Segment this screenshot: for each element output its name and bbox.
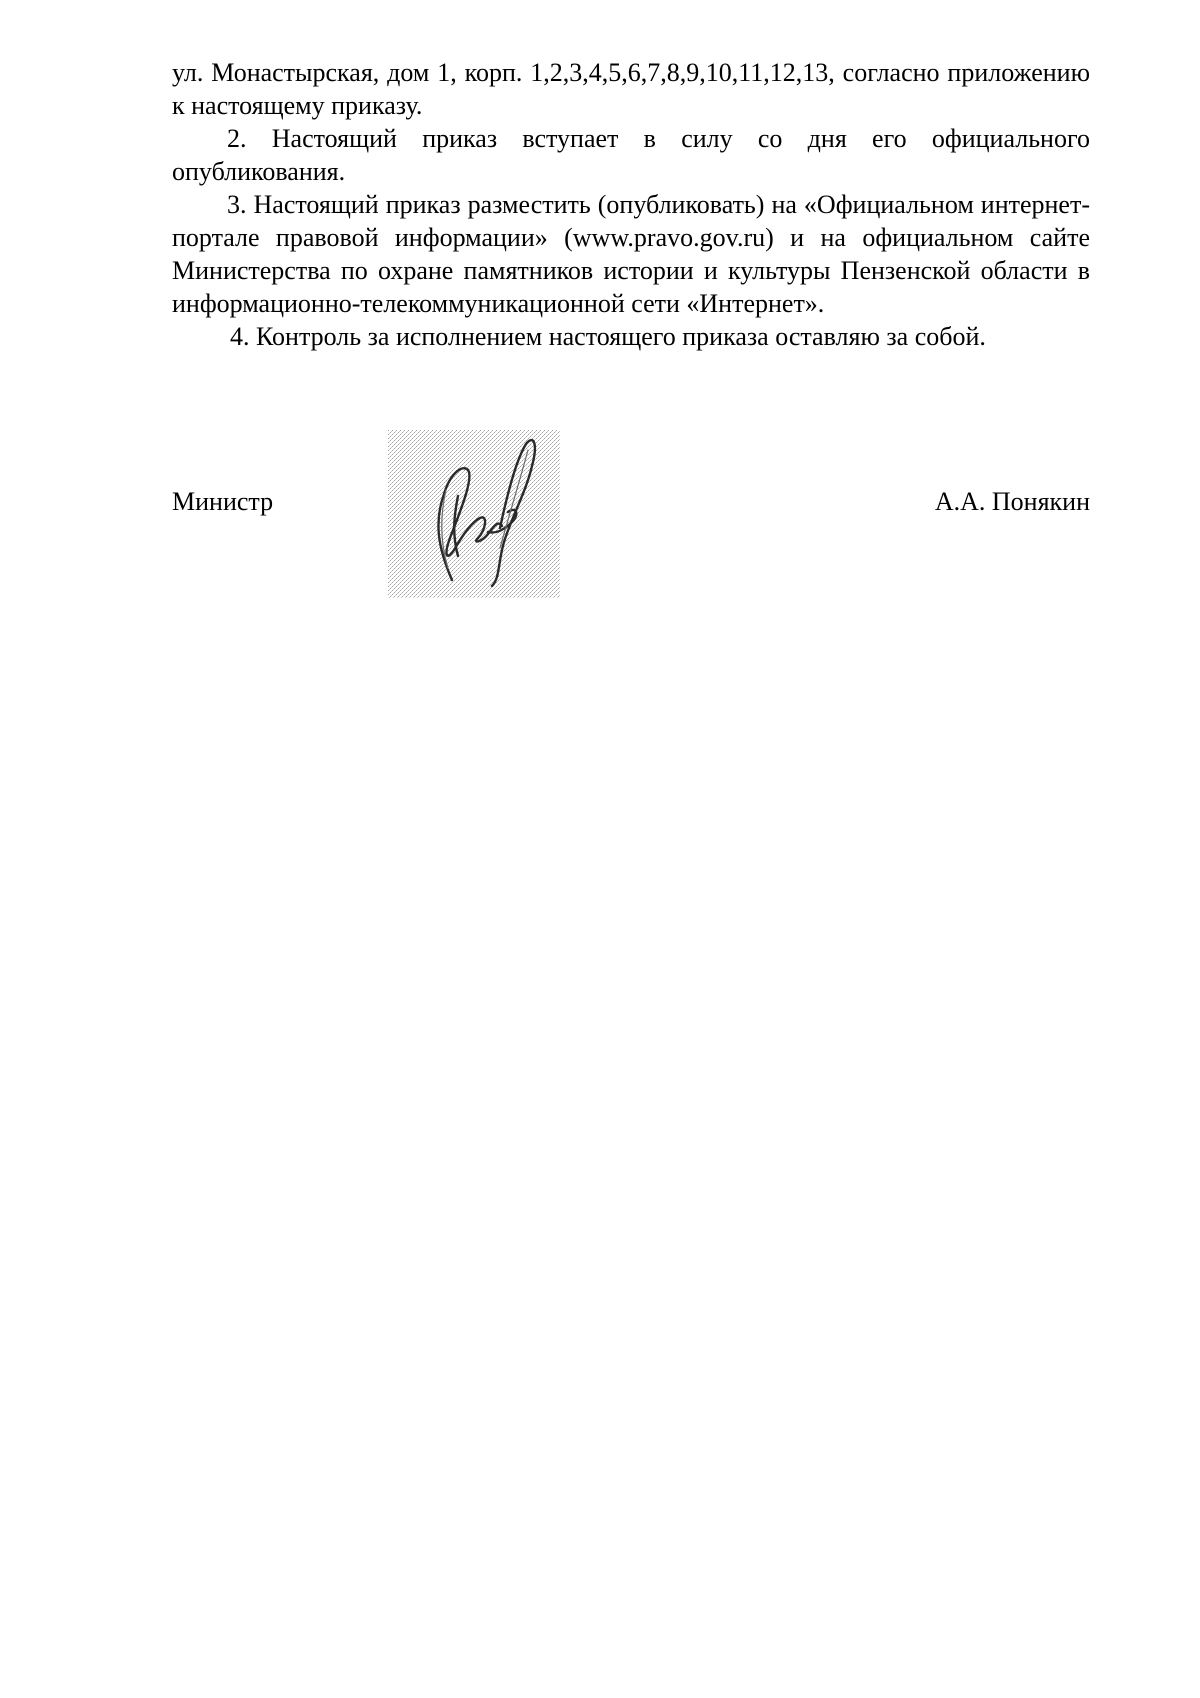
paragraph-item-4: 4. Контроль за исполнением настоящего приказа оставляю за собой. <box>230 322 986 351</box>
signatory-name: А.А. Понякин <box>934 487 1090 516</box>
paragraph-item-3: 3. Настоящий приказ разместить (опубликовать) на «Официальном интернет-портале правовой информации» (www.pravo.gov.ru) и на официальном сайте Министерства по охране памятников истории и культуры Пензенской области в информационно-телекоммуникационной сети «Интернет». <box>172 190 1090 318</box>
paragraph-item-2: 2. Настоящий приказ вступает в силу со дня его официального опубликования. <box>172 124 1090 186</box>
signatory-title: Министр <box>172 487 274 516</box>
paragraph-address: ул. Монастырская, дом 1, корп. 1,2,3,4,5,6,7,8,9,10,11,12,13, согласно приложению к настоящему приказу. <box>172 58 1090 120</box>
signature-row <box>172 485 1090 525</box>
handwritten-signature <box>388 430 560 598</box>
document-body <box>172 56 1090 353</box>
